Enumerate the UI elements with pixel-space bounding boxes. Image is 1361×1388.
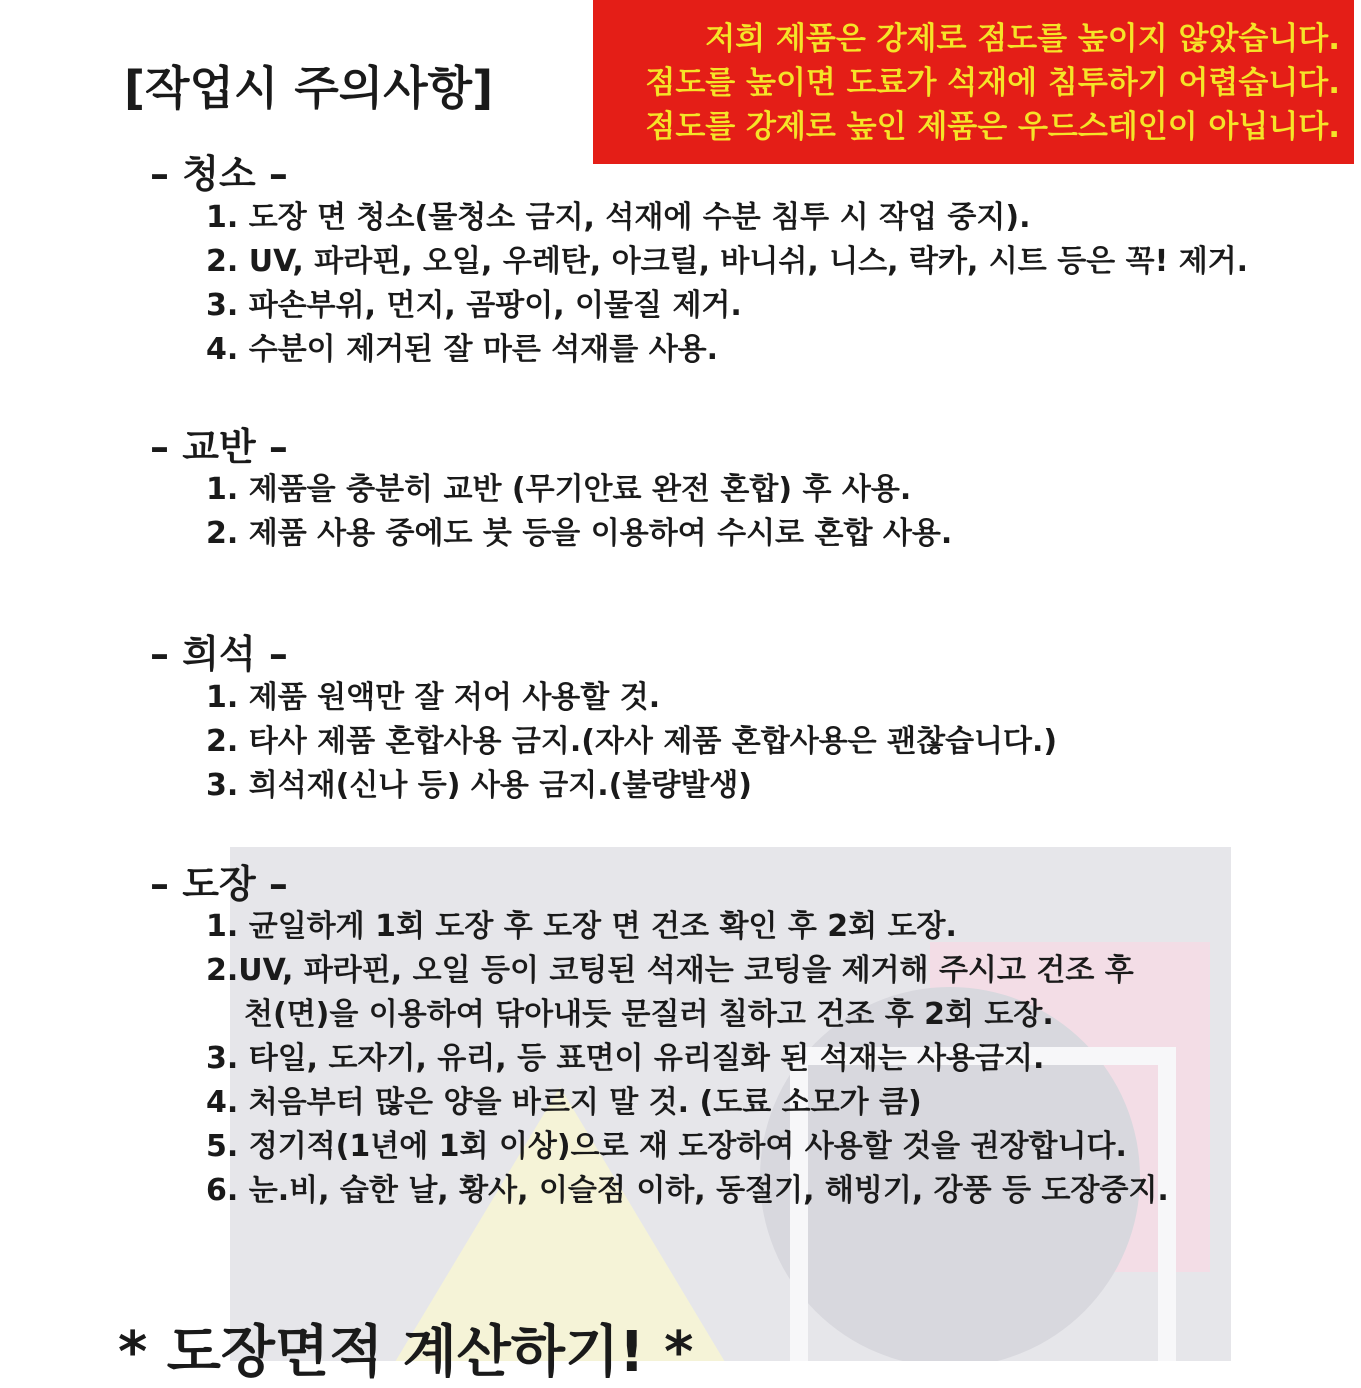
section-list-cleaning bbox=[206, 196, 1248, 372]
list-item: 3. 파손부위, 먼지, 곰팡이, 이물질 제거. bbox=[206, 288, 742, 323]
page-title: [작업시 주의사항] bbox=[124, 61, 494, 115]
list-item: 2.UV, 파라핀, 오일 등이 코팅된 석재는 코팅을 제거해 주시고 건조 후 bbox=[206, 953, 1134, 988]
section-list-dilution bbox=[206, 676, 1057, 808]
list-item: 3. 희석재(신나 등) 사용 금지.(불량발생) bbox=[206, 768, 753, 803]
list-item: 4. 처음부터 많은 양을 바르지 말 것. (도료 소모가 큼) bbox=[206, 1085, 922, 1120]
list-item: 5. 정기적(1년에 1회 이상)으로 재 도장하여 사용할 것을 권장합니다. bbox=[206, 1129, 1127, 1164]
list-item: 1. 제품 원액만 잘 저어 사용할 것. bbox=[206, 680, 661, 715]
list-item-continuation: 천(면)을 이용하여 닦아내듯 문질러 칠하고 건조 후 2회 도장. bbox=[244, 997, 1054, 1032]
section-heading-painting: – 도장 – bbox=[150, 862, 288, 906]
list-item: 2. UV, 파라핀, 오일, 우레탄, 아크릴, 바니쉬, 니스, 락카, 시트 등은 꼭! 제거. bbox=[206, 244, 1249, 279]
section-heading-cleaning: – 청소 – bbox=[150, 152, 288, 196]
list-item: 3. 타일, 도자기, 유리, 등 표면이 유리질화 된 석재는 사용금지. bbox=[206, 1041, 1045, 1076]
list-item: 4. 수분이 제거된 잘 마른 석재를 사용. bbox=[206, 332, 719, 367]
notice-line: 점도를 강제로 높인 제품은 우드스테인이 아닙니다. bbox=[645, 109, 1340, 145]
viscosity-notice-banner bbox=[593, 0, 1354, 164]
list-item: 2. 제품 사용 중에도 붓 등을 이용하여 수시로 혼합 사용. bbox=[206, 516, 953, 551]
area-calculation-heading: * 도장면적 계산하기! * bbox=[118, 1320, 694, 1385]
section-heading-dilution: – 희석 – bbox=[150, 632, 288, 676]
list-item: 1. 제품을 충분히 교반 (무기안료 완전 혼합) 후 사용. bbox=[206, 472, 912, 507]
section-list-stirring bbox=[206, 468, 952, 556]
list-item: 2. 타사 제품 혼합사용 금지.(자사 제품 혼합사용은 괜찮습니다.) bbox=[206, 724, 1058, 759]
section-heading-stirring: – 교반 – bbox=[150, 425, 288, 469]
list-item: 1. 도장 면 청소(물청소 금지, 석재에 수분 침투 시 작업 중지). bbox=[206, 200, 1031, 235]
notice-line: 점도를 높이면 도료가 석재에 침투하기 어렵습니다. bbox=[645, 65, 1340, 101]
section-list-painting bbox=[206, 905, 1169, 1213]
list-item: 1. 균일하게 1회 도장 후 도장 면 건조 확인 후 2회 도장. bbox=[206, 909, 957, 944]
list-item: 6. 눈.비, 습한 날, 황사, 이슬점 이하, 동절기, 해빙기, 강풍 등 도장중지. bbox=[206, 1173, 1169, 1208]
notice-line: 저희 제품은 강제로 점도를 높이지 않았습니다. bbox=[705, 21, 1340, 57]
